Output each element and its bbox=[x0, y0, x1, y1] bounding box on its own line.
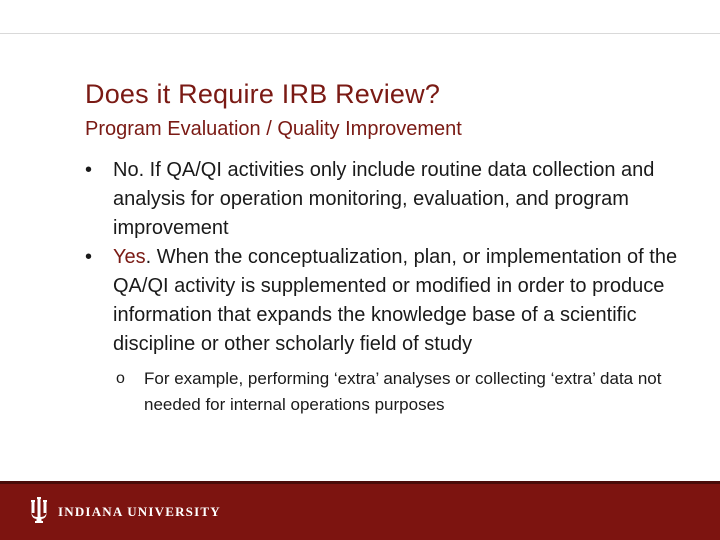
iu-trident-icon bbox=[30, 497, 48, 525]
slide-title: Does it Require IRB Review? bbox=[85, 79, 441, 109]
bullet-list bbox=[85, 156, 685, 418]
bullet-lead-word: Yes bbox=[113, 246, 146, 268]
bullet-text: No. If QA/QI activities only include routine data collection and analysis for operation monitoring, evaluation, and program improvement bbox=[113, 159, 655, 239]
university-name: INDIANA UNIVERSITY bbox=[58, 504, 221, 519]
top-divider bbox=[0, 33, 720, 34]
bullet-text: . When the conceptualization, plan, or implementation of the QA/QI activity is supplemented or modified in order to produce information that expands the knowledge base of a scientific discipline or other scholarly field of study bbox=[113, 246, 678, 355]
sub-bullet-item bbox=[113, 366, 685, 418]
sub-bullet-text: For example, performing ‘extra’ analyses or collecting ‘extra’ data not needed for internal operations purposes bbox=[144, 369, 662, 414]
bullet-marker: • bbox=[85, 159, 93, 181]
bullet-marker: • bbox=[85, 246, 93, 268]
sub-bullet-marker: o bbox=[116, 370, 125, 387]
sub-bullet-list bbox=[113, 366, 685, 418]
bullet-item-yes bbox=[85, 243, 685, 418]
slide-subtitle: Program Evaluation / Quality Improvement bbox=[85, 118, 462, 140]
bullet-item-no bbox=[85, 156, 685, 243]
